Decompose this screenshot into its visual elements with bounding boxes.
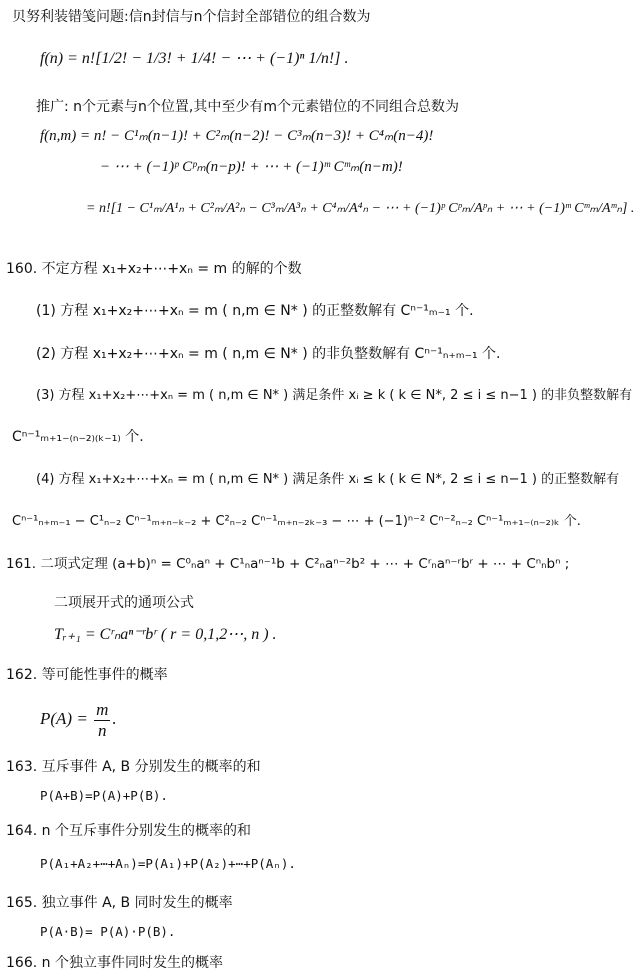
section-160-item-4b: Cⁿ⁻¹ₙ₊ₘ₋₁ − C¹ₙ₋₂ Cⁿ⁻¹ₘ₊ₙ₋ₖ₋₂ + C²ₙ₋₂ Cⁿ⁻¹ₘ₊ₙ₋₂ₖ₋₃ − ⋯ + (−1)ⁿ⁻² Cⁿ⁻²ₙ₋₂ Cⁿ⁻¹ₘ₊₁₋₍ₙ₋₂₎ₖ 个. <box>12 514 581 529</box>
section-165-title: 165. 独立事件 A, B 同时发生的概率 <box>6 895 233 911</box>
section-164-title: 164. n 个互斥事件分别发生的概率的和 <box>6 823 251 839</box>
section-162-fraction <box>94 700 110 740</box>
formula-f-nm-line3: = n![1 − C¹ₘ/A¹ₙ + C²ₘ/A²ₙ − C³ₘ/A³ₙ + C⁴ₘ/A⁴ₙ − ⋯ + (−1)ᵖ Cᵖₘ/Aᵖₙ + ⋯ + (−1)ᵐ Cᵐₘ/Aᵐₙ] . <box>86 201 635 216</box>
section-161-title: 161. 二项式定理 (a+b)ⁿ = C⁰ₙaⁿ + C¹ₙaⁿ⁻¹b + C²ₙaⁿ⁻²b² + ⋯ + Cʳₙaⁿ⁻ʳbʳ + ⋯ + Cⁿₙbⁿ ; <box>6 556 570 572</box>
section-162-end: . <box>112 708 117 728</box>
section-160-item-3b: Cⁿ⁻¹ₘ₊₁₋₍ₙ₋₂₎₍ₖ₋₁₎ 个. <box>12 429 144 445</box>
section-162-denominator: n <box>97 720 107 740</box>
section-166-title: 166. n 个独立事件同时发生的概率 <box>6 955 223 971</box>
section-165-formula: P(A·B)= P(A)·P(B). <box>40 924 176 939</box>
section-162-pa: P(A) = <box>40 708 88 728</box>
section-160-item-4a: (4) 方程 x₁+x₂+⋯+xₙ = m ( n,m ∈ N* ) 满足条件 xᵢ ≤ k ( k ∈ N*, 2 ≤ i ≤ n−1 ) 的正整数解有 <box>36 472 620 487</box>
section-160-item-3a: (3) 方程 x₁+x₂+⋯+xₙ = m ( n,m ∈ N* ) 满足条件 xᵢ ≥ k ( k ∈ N*, 2 ≤ i ≤ n−1 ) 的非负整数解有 <box>36 388 633 403</box>
section-160-item-2: (2) 方程 x₁+x₂+⋯+xₙ = m ( n,m ∈ N* ) 的非负整数解有 Cⁿ⁻¹ₙ₊ₘ₋₁ 个. <box>36 346 501 362</box>
section-163-title: 163. 互斥事件 A, B 分别发生的概率的和 <box>6 759 261 775</box>
section-161-subtitle: 二项展开式的通项公式 <box>54 595 194 611</box>
section-161-formula: Tᵣ₊₁ = Cʳₙaⁿ⁻ʳbʳ ( r = 0,1,2⋯, n ) . <box>54 626 277 643</box>
section-162-numerator: m <box>96 700 109 719</box>
section-162-title: 162. 等可能性事件的概率 <box>6 667 168 683</box>
formula-f-nm-line2: − ⋯ + (−1)ᵖ Cᵖₘ(n−p)! + ⋯ + (−1)ᵐ Cᵐₘ(n−m)! <box>100 159 403 175</box>
section-164-formula: P(A₁+A₂+⋯+Aₙ)=P(A₁)+P(A₂)+⋯+P(Aₙ). <box>40 856 296 871</box>
formula-f-nm-line1: f(n,m) = n! − C¹ₘ(n−1)! + C²ₘ(n−2)! − C³ₘ(n−3)! + C⁴ₘ(n−4)! <box>40 128 434 144</box>
section-163-formula: P(A+B)=P(A)+P(B). <box>40 788 168 803</box>
section-162-formula <box>40 700 640 740</box>
section-160-title: 160. 不定方程 x₁+x₂+⋯+xₙ = m 的解的个数 <box>6 261 302 277</box>
bernoulli-title: 贝努利装错笺问题:信n封信与n个信封全部错位的组合数为 <box>12 9 371 25</box>
section-160-item-1: (1) 方程 x₁+x₂+⋯+xₙ = m ( n,m ∈ N* ) 的正整数解有 Cⁿ⁻¹ₘ₋₁ 个. <box>36 303 474 319</box>
generalize-text: 推广: n个元素与n个位置,其中至少有m个元素错位的不同组合总数为 <box>36 99 459 115</box>
formula-f-n: f(n) = n![1/2! − 1/3! + 1/4! − ⋯ + (−1)ⁿ 1/n!] . <box>40 50 349 67</box>
